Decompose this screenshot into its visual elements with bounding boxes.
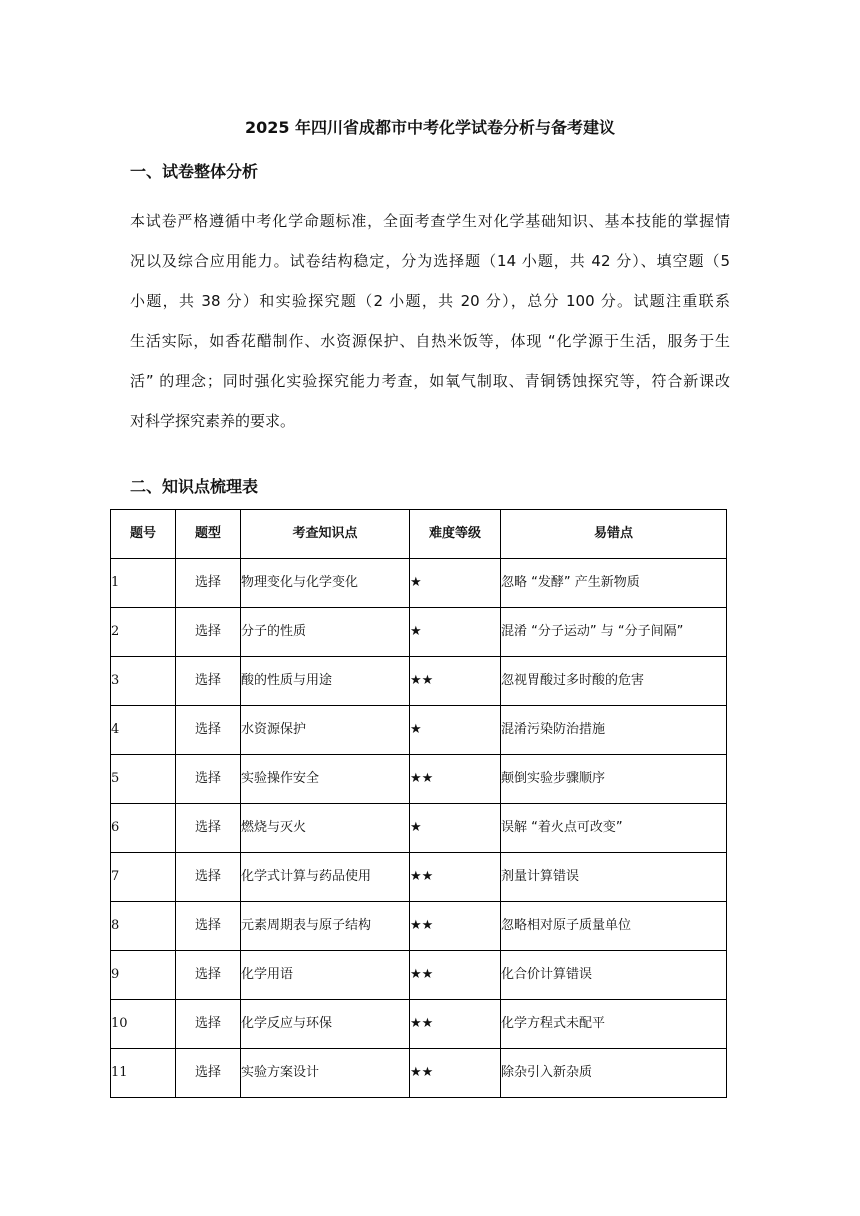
cell-number: 9	[111, 951, 176, 1000]
table-row	[111, 657, 727, 706]
cell-number: 11	[111, 1049, 176, 1098]
cell-number: 3	[111, 657, 176, 706]
cell-knowledge: 化学反应与环保	[241, 1000, 410, 1049]
column-header-type: 题型	[176, 510, 241, 559]
cell-knowledge: 实验操作安全	[241, 755, 410, 804]
cell-knowledge: 元素周期表与原子结构	[241, 902, 410, 951]
paragraph-line: 本试卷严格遵循中考化学命题标准，全面考查学生对化学基础知识、基本技能的掌握情	[130, 212, 730, 230]
cell-knowledge: 水资源保护	[241, 706, 410, 755]
cell-type: 选择	[176, 706, 241, 755]
table-row	[111, 1000, 727, 1049]
cell-type: 选择	[176, 902, 241, 951]
cell-knowledge: 分子的性质	[241, 608, 410, 657]
cell-error: 颠倒实验步骤顺序	[501, 755, 727, 804]
cell-error: 误解 “着火点可改变”	[501, 804, 727, 853]
table-row	[111, 804, 727, 853]
cell-difficulty: ★★	[410, 951, 501, 1000]
cell-difficulty: ★	[410, 608, 501, 657]
cell-type: 选择	[176, 804, 241, 853]
column-header-difficulty: 难度等级	[410, 510, 501, 559]
cell-number: 5	[111, 755, 176, 804]
cell-number: 8	[111, 902, 176, 951]
cell-error: 忽略相对原子质量单位	[501, 902, 727, 951]
cell-number: 2	[111, 608, 176, 657]
table-row	[111, 951, 727, 1000]
cell-error: 剂量计算错误	[501, 853, 727, 902]
cell-knowledge: 酸的性质与用途	[241, 657, 410, 706]
cell-error: 化合价计算错误	[501, 951, 727, 1000]
cell-type: 选择	[176, 755, 241, 804]
table-row	[111, 559, 727, 608]
cell-type: 选择	[176, 559, 241, 608]
cell-type: 选择	[176, 853, 241, 902]
paragraph-line: 对科学探究素养的要求。	[130, 412, 296, 430]
cell-difficulty: ★★	[410, 755, 501, 804]
section-heading-overall-analysis: 一、试卷整体分析	[130, 162, 259, 181]
cell-difficulty: ★★	[410, 657, 501, 706]
cell-type: 选择	[176, 951, 241, 1000]
cell-type: 选择	[176, 1049, 241, 1098]
section-heading-knowledge-table: 二、知识点梳理表	[130, 477, 259, 496]
paragraph-line: 生活实际，如香花醋制作、水资源保护、自热米饭等，体现 “化学源于生活，服务于生	[130, 332, 730, 350]
cell-number: 4	[111, 706, 176, 755]
column-header-knowledge: 考查知识点	[241, 510, 410, 559]
cell-knowledge: 实验方案设计	[241, 1049, 410, 1098]
table-header-row	[111, 510, 727, 559]
cell-number: 1	[111, 559, 176, 608]
table-row	[111, 902, 727, 951]
cell-error: 除杂引入新杂质	[501, 1049, 727, 1098]
cell-difficulty: ★★	[410, 1000, 501, 1049]
cell-number: 10	[111, 1000, 176, 1049]
cell-difficulty: ★	[410, 559, 501, 608]
cell-difficulty: ★★	[410, 1049, 501, 1098]
cell-error: 忽视胃酸过多时酸的危害	[501, 657, 727, 706]
cell-error: 化学方程式未配平	[501, 1000, 727, 1049]
knowledge-point-table	[110, 509, 727, 1098]
cell-difficulty: ★	[410, 804, 501, 853]
table-row	[111, 608, 727, 657]
cell-error: 混淆 “分子运动” 与 “分子间隔”	[501, 608, 727, 657]
cell-error: 忽略 “发酵” 产生新物质	[501, 559, 727, 608]
cell-knowledge: 化学用语	[241, 951, 410, 1000]
table-row	[111, 755, 727, 804]
cell-difficulty: ★	[410, 706, 501, 755]
overall-analysis-paragraph	[130, 201, 730, 441]
cell-type: 选择	[176, 657, 241, 706]
paragraph-line: 活” 的理念；同时强化实验探究能力考查，如氧气制取、青铜锈蚀探究等，符合新课改	[130, 372, 730, 390]
cell-number: 7	[111, 853, 176, 902]
cell-difficulty: ★★	[410, 853, 501, 902]
cell-error: 混淆污染防治措施	[501, 706, 727, 755]
cell-number: 6	[111, 804, 176, 853]
table-row	[111, 706, 727, 755]
paragraph-line: 小题，共 38 分）和实验探究题（2 小题，共 20 分），总分 100 分。试题注重联系	[130, 292, 730, 310]
document-title: 2025 年四川省成都市中考化学试卷分析与备考建议	[244, 118, 616, 137]
column-header-number: 题号	[111, 510, 176, 559]
cell-type: 选择	[176, 608, 241, 657]
column-header-error: 易错点	[501, 510, 727, 559]
table-row	[111, 853, 727, 902]
table-row	[111, 1049, 727, 1098]
cell-type: 选择	[176, 1000, 241, 1049]
cell-knowledge: 燃烧与灭火	[241, 804, 410, 853]
cell-knowledge: 化学式计算与药品使用	[241, 853, 410, 902]
cell-knowledge: 物理变化与化学变化	[241, 559, 410, 608]
paragraph-line: 况以及综合应用能力。试卷结构稳定，分为选择题（14 小题，共 42 分）、填空题（5	[130, 252, 730, 270]
cell-difficulty: ★★	[410, 902, 501, 951]
